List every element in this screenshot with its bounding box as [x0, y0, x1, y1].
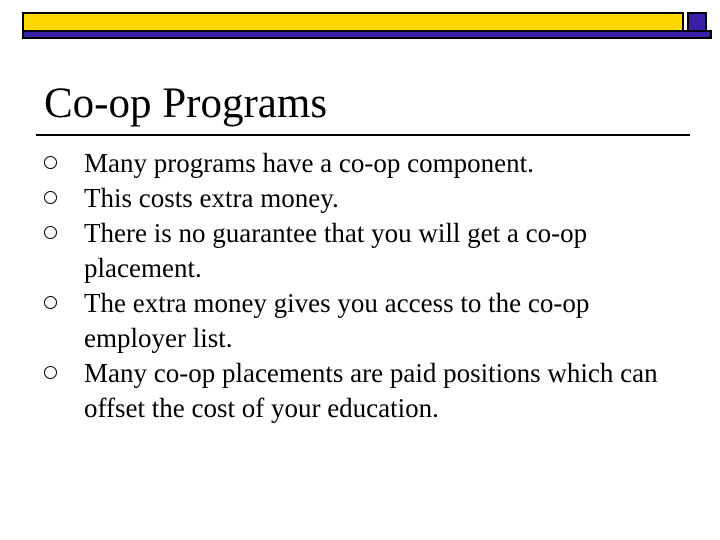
top-banner-purple-bar: [22, 30, 712, 39]
bullet-item: [44, 216, 684, 286]
bullet-text: The extra money gives you access to the co-op employer list.: [84, 288, 590, 353]
bullet-text: Many programs have a co-op component.: [84, 148, 534, 178]
hollow-circle-bullet-icon: [44, 226, 57, 239]
hollow-circle-bullet-icon: [44, 191, 57, 204]
bullet-item: [44, 146, 684, 181]
hollow-circle-bullet-icon: [44, 296, 57, 309]
title-underline-rule: [36, 134, 690, 136]
slide-title: Co-op Programs: [44, 80, 328, 127]
bullet-text: This costs extra money.: [84, 183, 339, 213]
bullet-item: [44, 286, 684, 356]
hollow-circle-bullet-icon: [44, 366, 57, 379]
bullet-text: Many co-op placements are paid positions which can offset the cost of your education.: [84, 358, 658, 423]
hollow-circle-bullet-icon: [44, 156, 57, 169]
bullet-text: There is no guarantee that you will get a co-op placement.: [84, 218, 588, 283]
bullet-item: [44, 356, 684, 426]
bullet-list: [44, 146, 684, 426]
top-banner-gold-bar: [22, 12, 684, 32]
bullet-item: [44, 181, 684, 216]
top-banner-corner-square: [687, 12, 707, 32]
